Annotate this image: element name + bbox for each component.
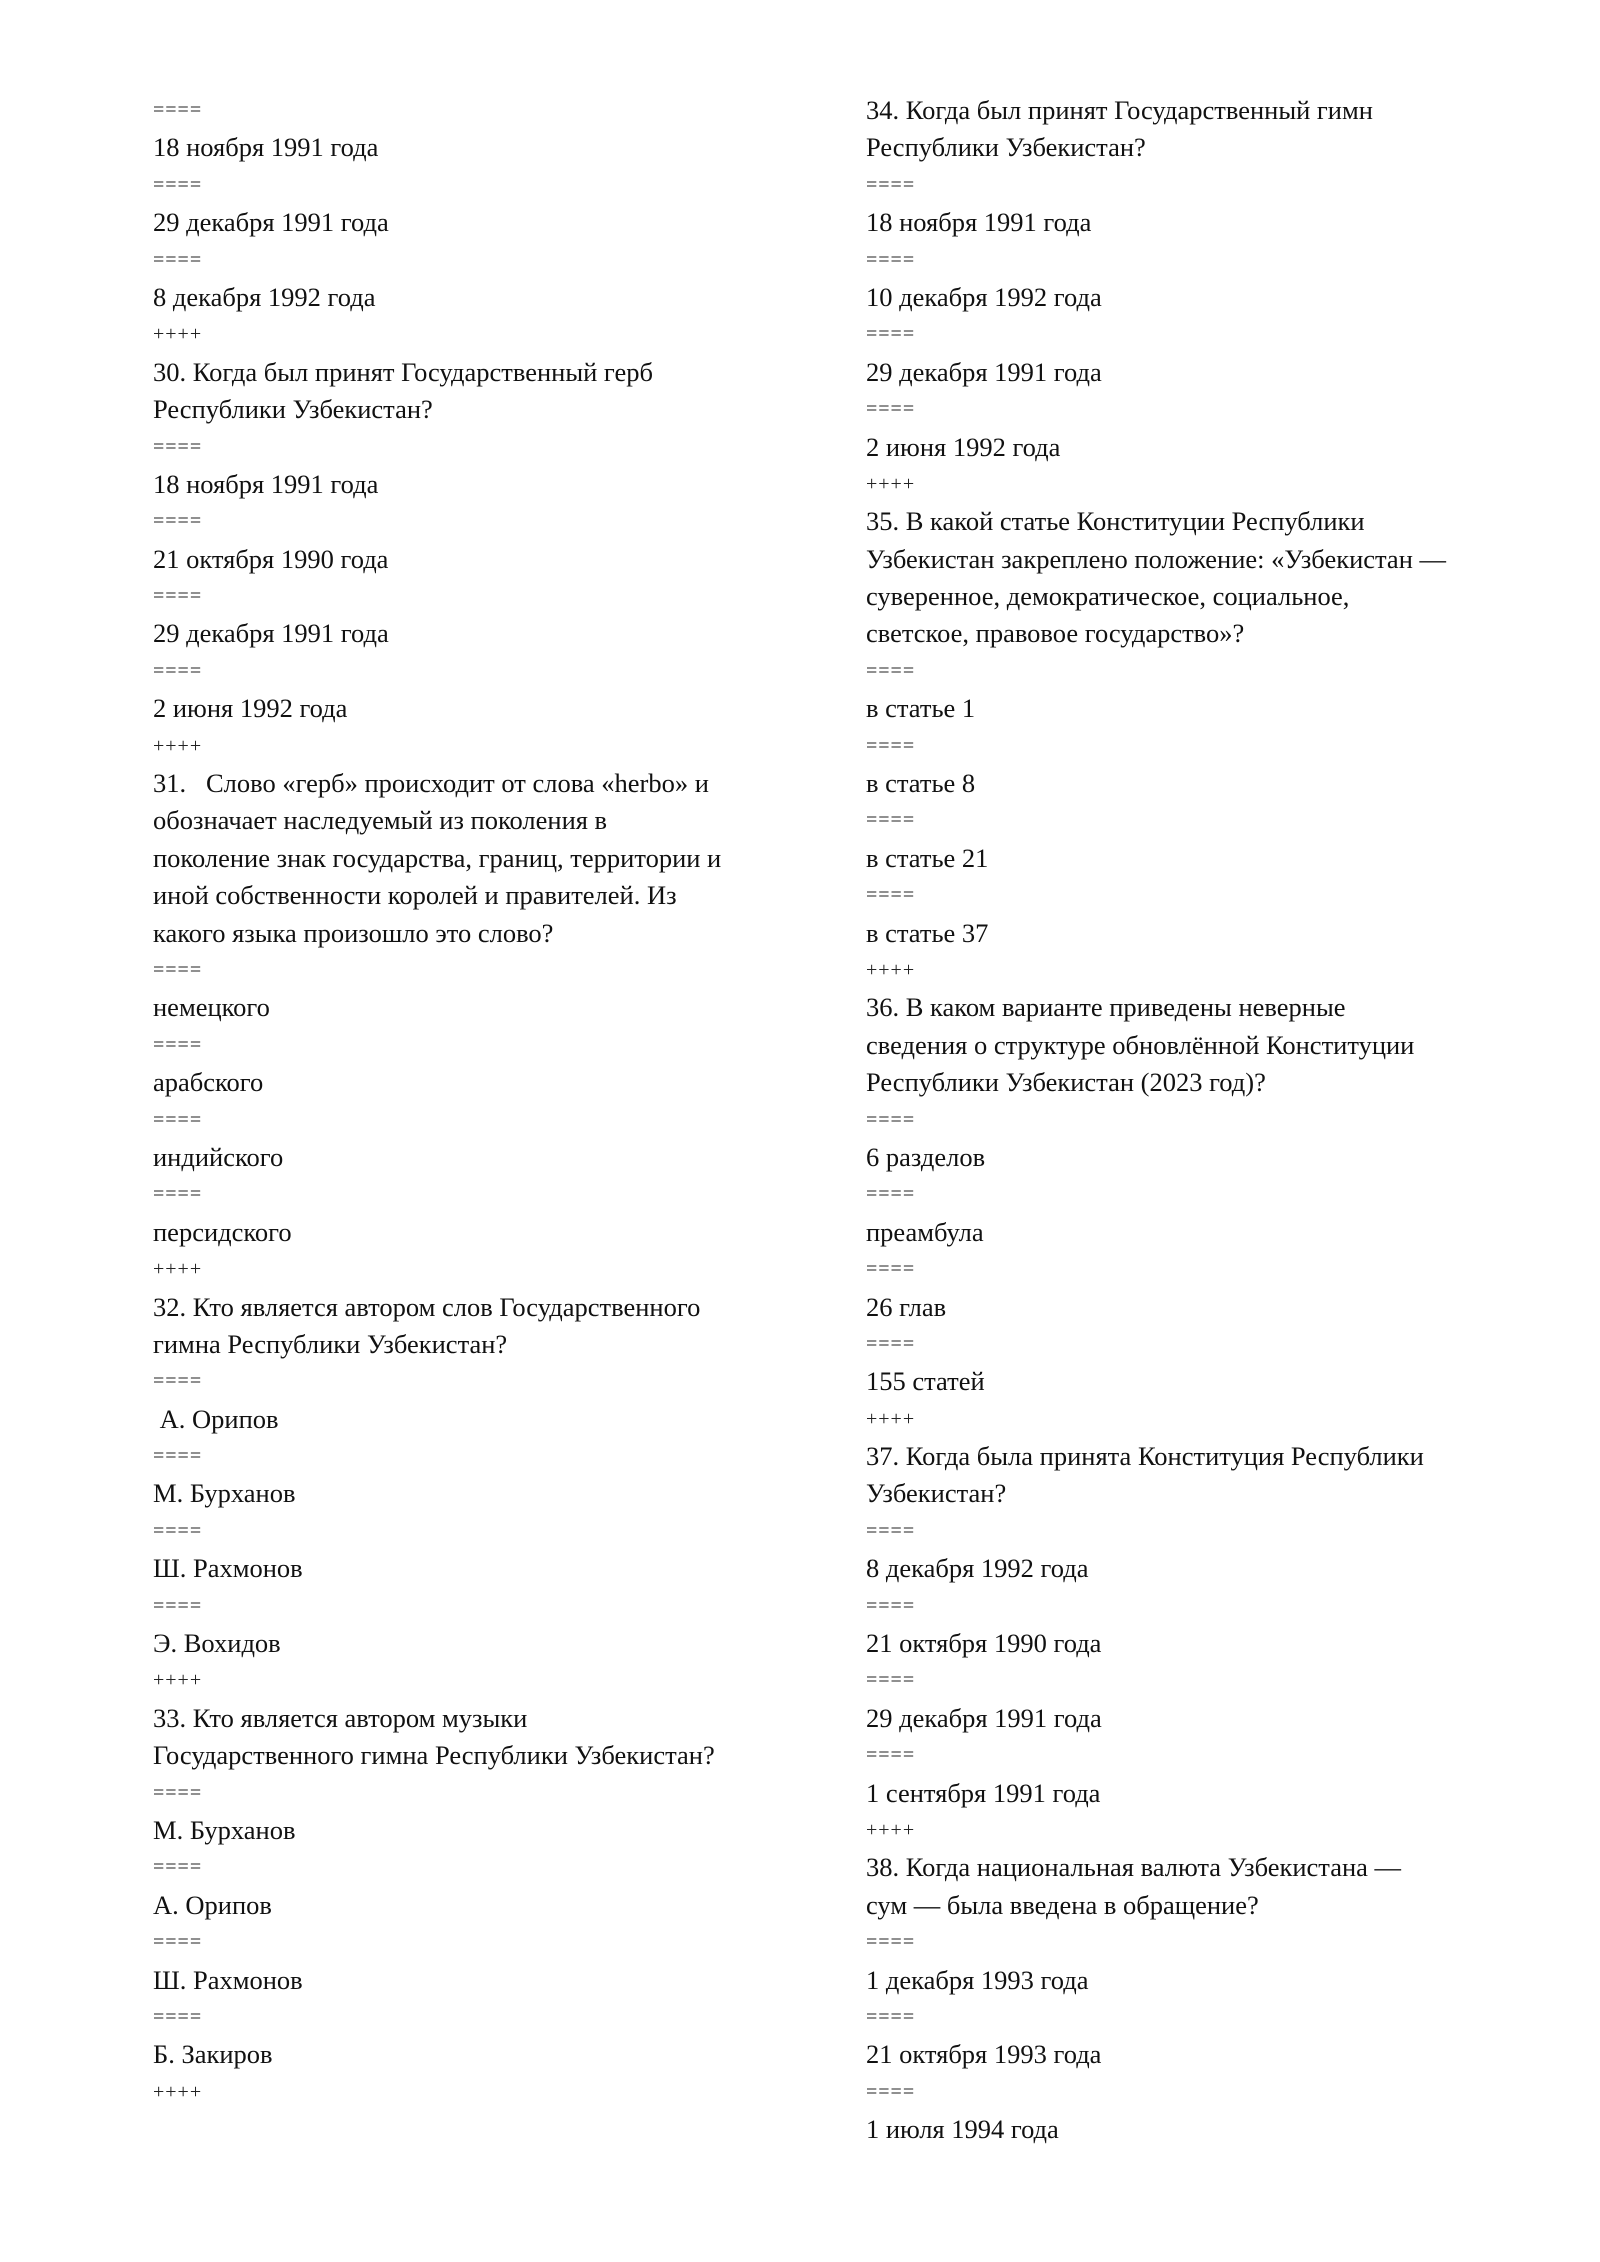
answer-option: 6 разделов (866, 1141, 986, 1172)
option-separator: ==== (153, 1519, 203, 1542)
question-line: 30. Когда был принят Государственный герб (153, 356, 653, 387)
answer-option: 1 сентября 1991 года (866, 1777, 1101, 1808)
answer-option: 21 октября 1990 года (866, 1628, 1102, 1659)
option-separator: ==== (866, 2080, 916, 2103)
answer-option: индийского (153, 1141, 284, 1172)
option-separator: ==== (153, 1781, 203, 1804)
question-terminator: ++++ (866, 1407, 916, 1430)
option-separator: ==== (153, 1445, 203, 1468)
question-line: 33. Кто является автором музыки (153, 1702, 528, 1733)
answer-option: в статье 1 (866, 693, 976, 724)
option-separator: ==== (153, 1594, 203, 1617)
question-line: Республики Узбекистан? (866, 132, 1146, 163)
answer-option: 18 ноября 1991 года (153, 132, 379, 163)
question-text (866, 1849, 1506, 1924)
question-terminator: ++++ (866, 472, 916, 495)
answer-option: Ш. Рахмонов (153, 1964, 303, 1995)
question-text (866, 989, 1506, 1101)
question-line: Узбекистан закреплено положение: «Узбекистан — (866, 543, 1446, 574)
left-column (153, 92, 793, 2111)
question-line: 34. Когда был принят Государственный гимн (866, 95, 1373, 125)
question-terminator: ++++ (153, 2080, 203, 2103)
question-line: 38. Когда национальная валюта Узбекистана — (866, 1852, 1402, 1883)
option-separator: ==== (153, 1108, 203, 1131)
question-line: Государственного гимна Республики Узбекистан? (153, 1740, 715, 1771)
option-separator: ==== (866, 884, 916, 907)
question-line: обозначает наследуемый из поколения в (153, 805, 608, 836)
option-separator: ==== (866, 1108, 916, 1131)
question-line: Республики Узбекистан? (153, 394, 433, 425)
answer-option: А. Орипов (153, 1889, 272, 1920)
answer-option: 1 декабря 1993 года (866, 1964, 1089, 1995)
answer-option: персидского (153, 1216, 292, 1247)
option-separator: ==== (153, 659, 203, 682)
question-line: 32. Кто является автором слов Государственного (153, 1291, 701, 1322)
question-line: сведения о структуре обновлённой Конституции (866, 1029, 1415, 1060)
answer-option: 155 статей (866, 1366, 985, 1397)
option-separator: ==== (866, 1669, 916, 1692)
answer-option: М. Бурханов (153, 1814, 296, 1845)
option-separator: ==== (153, 1931, 203, 1954)
option-separator: ==== (153, 1856, 203, 1879)
question-terminator: ++++ (153, 1669, 203, 1692)
question-terminator: ++++ (866, 958, 916, 981)
question-line: суверенное, демократическое, социальное, (866, 581, 1350, 612)
answer-option: 2 июня 1992 года (153, 693, 348, 724)
question-line: 37. Когда была принята Конституция Республики (866, 1441, 1424, 1472)
answer-option: 18 ноября 1991 года (866, 207, 1092, 238)
answer-option: А. Орипов (153, 1403, 279, 1434)
answer-option: 29 декабря 1991 года (153, 618, 389, 649)
option-separator: ==== (866, 734, 916, 757)
option-separator: ==== (153, 435, 203, 458)
option-separator: ==== (866, 809, 916, 832)
question-terminator: ++++ (153, 323, 203, 346)
answer-option: М. Бурханов (153, 1478, 296, 1509)
option-separator: ==== (866, 1258, 916, 1281)
question-text (866, 1438, 1506, 1513)
answer-option: 26 глав (866, 1291, 947, 1322)
question-text (153, 354, 793, 429)
option-separator: ==== (153, 510, 203, 533)
option-separator: ==== (866, 1594, 916, 1617)
question-line: гимна Республики Узбекистан? (153, 1328, 508, 1359)
answer-option: немецкого (153, 992, 270, 1023)
answer-option: 8 декабря 1992 года (153, 281, 376, 312)
option-separator: ==== (866, 248, 916, 271)
option-separator: ==== (866, 1519, 916, 1542)
question-line: поколение знак государства, границ, территории и (153, 842, 722, 873)
answer-option: в статье 8 (866, 768, 976, 799)
question-line: иной собственности королей и правителей. Из (153, 880, 677, 911)
question-line: Узбекистан? (866, 1478, 1007, 1509)
answer-option: преамбула (866, 1216, 984, 1247)
answer-option: 2 июня 1992 года (866, 431, 1061, 462)
question-line: 35. В какой статье Конституции Республики (866, 506, 1365, 537)
answer-option: 29 декабря 1991 года (153, 207, 389, 238)
option-separator: ==== (866, 173, 916, 196)
option-separator: ==== (866, 1931, 916, 1954)
question-terminator: ++++ (153, 1258, 203, 1281)
option-separator: ==== (153, 248, 203, 271)
question-text (866, 92, 1506, 167)
answer-option: арабского (153, 1067, 264, 1098)
answer-option: 21 октября 1990 года (153, 543, 389, 574)
answer-option: Ш. Рахмонов (153, 1553, 303, 1584)
question-line: 31. Слово «герб» происходит от слова «herbo» и (153, 768, 709, 799)
question-text (153, 1289, 793, 1364)
option-separator: ==== (153, 2005, 203, 2028)
answer-option: в статье 21 (866, 842, 989, 873)
option-separator: ==== (866, 1744, 916, 1767)
question-line: 36. В каком варианте приведены неверные (866, 992, 1346, 1023)
answer-option: Б. Закиров (153, 2039, 273, 2070)
answer-option: 29 декабря 1991 года (866, 1702, 1102, 1733)
option-separator: ==== (866, 323, 916, 346)
question-terminator: ++++ (153, 734, 203, 757)
answer-option: 8 декабря 1992 года (866, 1553, 1089, 1584)
option-separator: ==== (153, 99, 203, 121)
option-separator: ==== (153, 1183, 203, 1206)
question-line: сум — была введена в обращение? (866, 1889, 1259, 1920)
question-text (866, 503, 1506, 653)
answer-option: 10 декабря 1992 года (866, 281, 1102, 312)
question-line: какого языка произошло это слово? (153, 917, 554, 948)
option-separator: ==== (866, 659, 916, 682)
option-separator: ==== (153, 1370, 203, 1393)
right-column (866, 92, 1506, 2148)
answer-option: в статье 37 (866, 917, 989, 948)
option-separator: ==== (866, 1183, 916, 1206)
question-text (153, 765, 793, 952)
option-separator: ==== (866, 398, 916, 421)
answer-option: 29 декабря 1991 года (866, 356, 1102, 387)
option-separator: ==== (153, 173, 203, 196)
question-text (153, 1700, 793, 1775)
option-separator: ==== (153, 958, 203, 981)
question-line: светское, правовое государство»? (866, 618, 1245, 649)
answer-option: Э. Вохидов (153, 1628, 281, 1659)
question-terminator: ++++ (866, 1818, 916, 1841)
answer-option: 1 июля 1994 года (866, 2114, 1059, 2145)
option-separator: ==== (153, 1033, 203, 1056)
option-separator: ==== (866, 2005, 916, 2028)
question-line: Республики Узбекистан (2023 год)? (866, 1067, 1266, 1098)
answer-option: 21 октября 1993 года (866, 2039, 1102, 2070)
option-separator: ==== (153, 585, 203, 608)
answer-option: 18 ноября 1991 года (153, 468, 379, 499)
option-separator: ==== (866, 1332, 916, 1355)
